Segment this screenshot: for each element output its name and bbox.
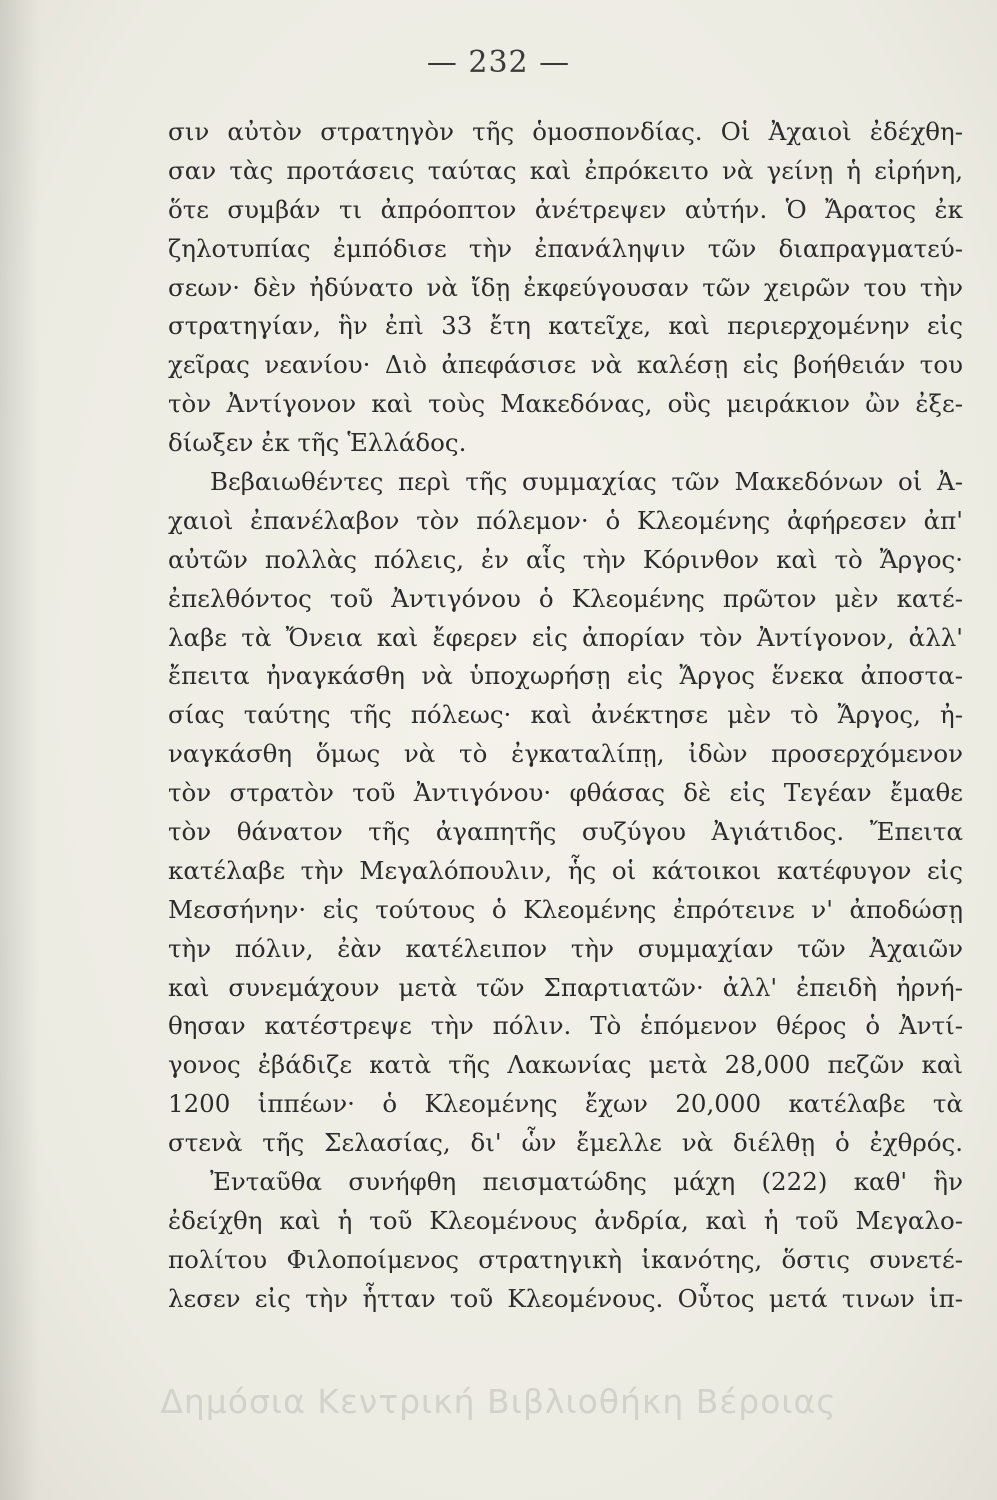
- text-line: τὸν Ἀντίγονον καὶ τοὺς Μακεδόνας, οὓς μειράκιον ὢν ἐξε-: [168, 389, 963, 419]
- text-line: τὴν πόλιν, ἐὰν κατέλειπον τὴν συμμαχίαν τῶν Ἀχαιῶν: [168, 933, 963, 963]
- text-line: χεῖρας νεανίου· Διὸ ἀπεφάσισε νὰ καλέσῃ εἰς βοήθειάν του: [168, 350, 963, 380]
- text-line: λαβε τὰ Ὄνεια καὶ ἔφερεν εἰς ἀπορίαν τὸν Ἀντίγονον, ἀλλ': [168, 622, 963, 652]
- text-line: ἔπειτα ἠναγκάσθη νὰ ὑποχωρήσῃ εἰς Ἄργος ἕνεκα ἀποστα-: [168, 661, 963, 691]
- text-line: γονος ἐβάδιζε κατὰ τῆς Λακωνίας μετὰ 28,000 πεζῶν καὶ: [168, 1050, 963, 1080]
- text-line: τὸν στρατὸν τοῦ Ἀντιγόνου· φθάσας δὲ εἰς Τεγέαν ἔμαθε: [168, 778, 963, 808]
- text-line: δίωξεν ἐκ τῆς Ἑλλάδος.: [168, 428, 467, 458]
- text-line: σίας ταύτης τῆς πόλεως· καὶ ἀνέκτησε μὲν τὸ Ἄργος, ἠ-: [168, 700, 963, 730]
- text-line: σεων· δὲν ἠδύνατο νὰ ἴδῃ ἐκφεύγουσαν τῶν χειρῶν του τὴν: [168, 272, 963, 302]
- text-line: σαν τὰς προτάσεις ταύτας καὶ ἐπρόκειτο νὰ γείνῃ ἡ εἰρήνη,: [168, 155, 963, 185]
- text-line: ζηλοτυπίας ἐμπόδισε τὴν ἐπανάληψιν τῶν διαπραγματεύ-: [168, 233, 963, 263]
- text-line: καὶ συνεμάχουν μετὰ τῶν Σπαρτιατῶν· ἀλλ' ἐπειδὴ ἠρνή-: [168, 972, 963, 1002]
- text-line: λεσεν εἰς τὴν ἧτταν τοῦ Κλεομένους. Οὗτος μετά τινων ἱπ-: [168, 1283, 963, 1313]
- text-line: αὐτῶν πολλὰς πόλεις, ἐν αἷς τὴν Κόρινθον καὶ τὸ Ἄργος·: [168, 544, 963, 574]
- text-line: Βεβαιωθέντες περὶ τῆς συμμαχίας τῶν Μακεδόνων οἱ Ἀ-: [210, 467, 963, 497]
- text-line: χαιοὶ ἐπανέλαβον τὸν πόλεμον· ὁ Κλεομένης ἀφήρεσεν ἀπ': [168, 505, 963, 535]
- text-line: τὸν θάνατον τῆς ἀγαπητῆς συζύγου Ἀγιάτιδος. Ἔπειτα: [168, 817, 963, 847]
- text-line: θησαν κατέστρεψε τὴν πόλιν. Τὸ ἑπόμενον θέρος ὁ Ἀντί-: [168, 1011, 963, 1041]
- text-line: σιν αὐτὸν στρατηγὸν τῆς ὁμοσπονδίας. Οἱ Ἀχαιοὶ ἐδέχθη-: [168, 117, 963, 146]
- text-line: Ἐνταῦθα συνήφθη πεισματώδης μάχη (222) καθ' ἣν: [210, 1167, 963, 1197]
- text-line: ἐδείχθη καὶ ἡ τοῦ Κλεομένους ἀνδρία, καὶ ἡ τοῦ Μεγαλο-: [168, 1205, 963, 1235]
- page-number: — 232 —: [426, 45, 571, 80]
- text-line: στενὰ τῆς Σελασίας, δι' ὧν ἔμελλε νὰ διέλθῃ ὁ ἐχθρός.: [168, 1128, 963, 1158]
- library-watermark: Δημόσια Κεντρική Βιβλιοθήκη Βέροιας: [160, 1382, 837, 1421]
- text-line: ναγκάσθη ὅμως νὰ τὸ ἐγκαταλίπῃ, ἰδὼν προσερχόμενον: [168, 739, 963, 769]
- text-line: 1200 ἱππέων· ὁ Κλεομένης ἔχων 20,000 κατέλαβε τὰ: [168, 1089, 963, 1119]
- body-text: [168, 113, 963, 1319]
- text-line: ὅτε συμβάν τι ἀπρόοπτον ἀνέτρεψεν αὐτήν. Ὁ Ἄρατος ἐκ: [168, 194, 963, 224]
- text-line: Μεσσήνην· εἰς τούτους ὁ Κλεομένης ἐπρότεινε ν' ἀποδώσῃ: [168, 894, 963, 924]
- text-line: στρατηγίαν, ἣν ἐπὶ 33 ἔτη κατεῖχε, καὶ περιερχομένην εἰς: [168, 311, 963, 341]
- text-line: κατέλαβε τὴν Μεγαλόπουλιν, ἧς οἱ κάτοικοι κατέφυγον εἰς: [168, 855, 963, 885]
- text-line: πολίτου Φιλοποίμενος στρατηγικὴ ἱκανότης, ὅστις συνετέ-: [168, 1244, 963, 1274]
- text-line: ἐπελθόντος τοῦ Ἀντιγόνου ὁ Κλεομένης πρῶτον μὲν κατέ-: [168, 583, 963, 613]
